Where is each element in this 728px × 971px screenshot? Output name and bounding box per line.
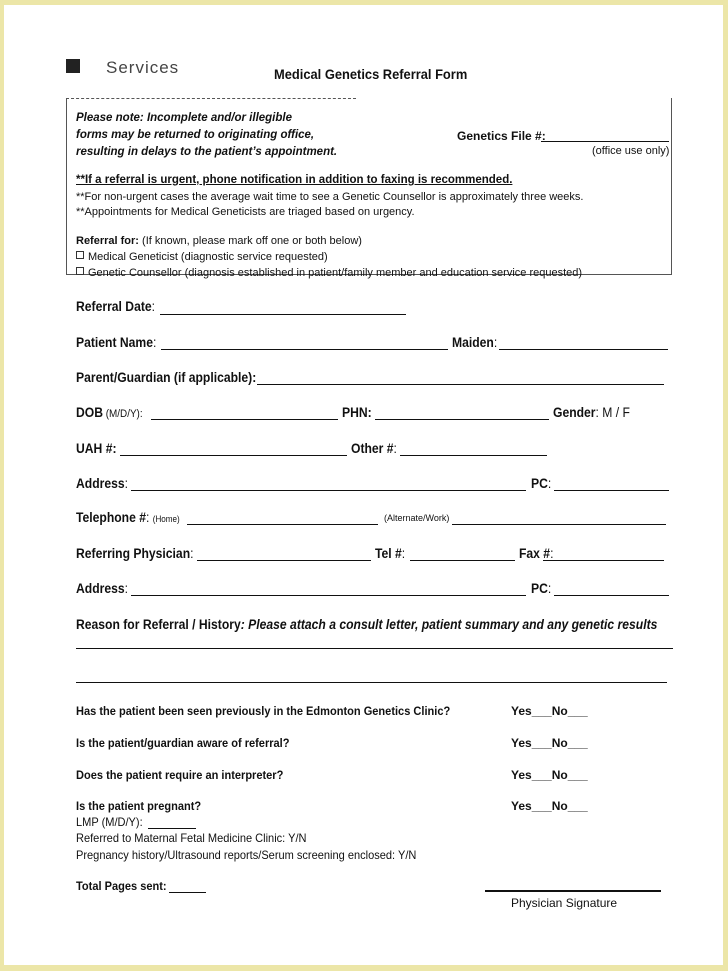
- other-number-label: Other #:: [351, 441, 397, 456]
- form-title: Medical Genetics Referral Form: [274, 66, 468, 82]
- maiden-label: Maiden:: [452, 335, 498, 350]
- question-interpreter: Does the patient require an interpreter?: [76, 768, 284, 782]
- pc-label: PC:: [531, 476, 552, 491]
- other-number-input[interactable]: [400, 455, 547, 456]
- physician-pc-input[interactable]: [554, 595, 669, 596]
- tel-label: Tel #:: [375, 546, 406, 561]
- org-name: Services: [106, 58, 180, 77]
- physician-signature-label: Physician Signature: [511, 896, 618, 910]
- lmp-input[interactable]: [148, 828, 196, 829]
- telephone-label: Telephone #: (Home): [76, 510, 180, 525]
- address-input[interactable]: [131, 490, 526, 491]
- referral-date-input[interactable]: [160, 314, 406, 315]
- checkbox-icon[interactable]: [76, 251, 84, 259]
- referral-for: [76, 235, 362, 247]
- logo-square-icon: [66, 59, 80, 73]
- notice-box: [66, 98, 672, 275]
- fax-input[interactable]: [543, 560, 664, 561]
- home-label: (Home): [152, 514, 180, 524]
- patient-name-label: Patient Name:: [76, 335, 157, 350]
- referring-physician-input[interactable]: [197, 560, 371, 561]
- option-medical-geneticist[interactable]: [76, 251, 328, 263]
- uah-input[interactable]: [120, 455, 347, 456]
- nonurgent-note: **For non-urgent cases the average wait time to see a Genetic Counsellor is approximately three weeks.: [76, 191, 584, 203]
- uah-label: UAH #:: [76, 441, 117, 456]
- triage-note: **Appointments for Medical Geneticists are triaged based on urgency.: [76, 206, 415, 218]
- referral-for-label: Referral for:: [76, 235, 139, 247]
- notice-line-2: forms may be returned to originating office,: [76, 129, 315, 141]
- genetics-file-input[interactable]: [541, 141, 669, 142]
- mfm-referral-text: Referred to Maternal Fetal Medicine Clinic: Y/N: [76, 831, 307, 845]
- yes-no-interpreter[interactable]: Yes___No___: [511, 768, 588, 782]
- referral-for-hint: (If known, please mark off one or both below): [138, 235, 362, 247]
- dob-input[interactable]: [151, 419, 338, 420]
- alternate-phone-input[interactable]: [452, 524, 666, 525]
- alternate-phone-label: (Alternate/Work): [384, 513, 450, 523]
- option-medical-geneticist-label: Medical Geneticist (diagnostic service requested): [88, 251, 328, 263]
- total-pages-input[interactable]: [169, 892, 206, 893]
- genetics-file-label: Genetics File #:: [457, 129, 546, 143]
- notice-line-1: Please note: Incomplete and/or illegible: [76, 112, 292, 124]
- physician-address-input[interactable]: [131, 595, 526, 596]
- referral-date-label: Referral Date:: [76, 299, 156, 314]
- pc-input[interactable]: [554, 490, 669, 491]
- yes-no-aware-of-referral[interactable]: Yes___No___: [511, 736, 588, 750]
- gender-label: Gender: M / F: [553, 405, 630, 420]
- reason-label: Reason for Referral / History: Please attach a consult letter, patient summary and any genetic results: [76, 617, 658, 632]
- question-aware-of-referral: Is the patient/guardian aware of referral?: [76, 736, 290, 750]
- phn-input[interactable]: [375, 419, 549, 420]
- question-seen-previously: Has the patient been seen previously in the Edmonton Genetics Clinic?: [76, 704, 451, 718]
- patient-name-input[interactable]: [161, 349, 448, 350]
- question-pregnant: Is the patient pregnant?: [76, 799, 202, 813]
- dob-label: DOB (M/D/Y):: [76, 405, 143, 420]
- referring-physician-label: Referring Physician:: [76, 546, 194, 561]
- address-label: Address:: [76, 476, 129, 491]
- yes-no-seen-previously[interactable]: Yes___No___: [511, 704, 588, 718]
- tel-input[interactable]: [410, 560, 515, 561]
- fax-label: Fax #:: [519, 546, 554, 561]
- pregnancy-history-text: Pregnancy history/Ultrasound reports/Serum screening enclosed: Y/N: [76, 848, 417, 862]
- option-genetic-counsellor[interactable]: [76, 267, 582, 279]
- maiden-input[interactable]: [499, 349, 668, 350]
- signature-line[interactable]: [485, 890, 661, 892]
- total-pages-label: Total Pages sent:: [76, 879, 167, 893]
- notice-line-3: resulting in delays to the patient’s appointment.: [76, 146, 338, 158]
- guardian-label: Parent/Guardian (if applicable):: [76, 370, 257, 385]
- reason-hint: : Please attach a consult letter, patient summary and any genetic results: [240, 617, 658, 632]
- reason-input-line-1[interactable]: [76, 648, 673, 649]
- guardian-input[interactable]: [257, 384, 664, 385]
- reason-input-line-2[interactable]: [76, 682, 667, 683]
- office-use-note: (office use only): [592, 145, 670, 157]
- phn-label: PHN:: [342, 405, 372, 420]
- home-phone-input[interactable]: [187, 524, 378, 525]
- physician-address-label: Address:: [76, 581, 129, 596]
- checkbox-icon[interactable]: [76, 267, 84, 275]
- option-genetic-counsellor-label: Genetic Counsellor (diagnosis established in patient/family member and education service requested): [88, 267, 583, 279]
- yes-no-pregnant[interactable]: Yes___No___: [511, 799, 588, 813]
- physician-pc-label: PC:: [531, 581, 552, 596]
- urgent-note: **If a referral is urgent, phone notification in addition to faxing is recommended.: [76, 174, 513, 186]
- lmp-label: LMP (M/D/Y):: [76, 815, 143, 829]
